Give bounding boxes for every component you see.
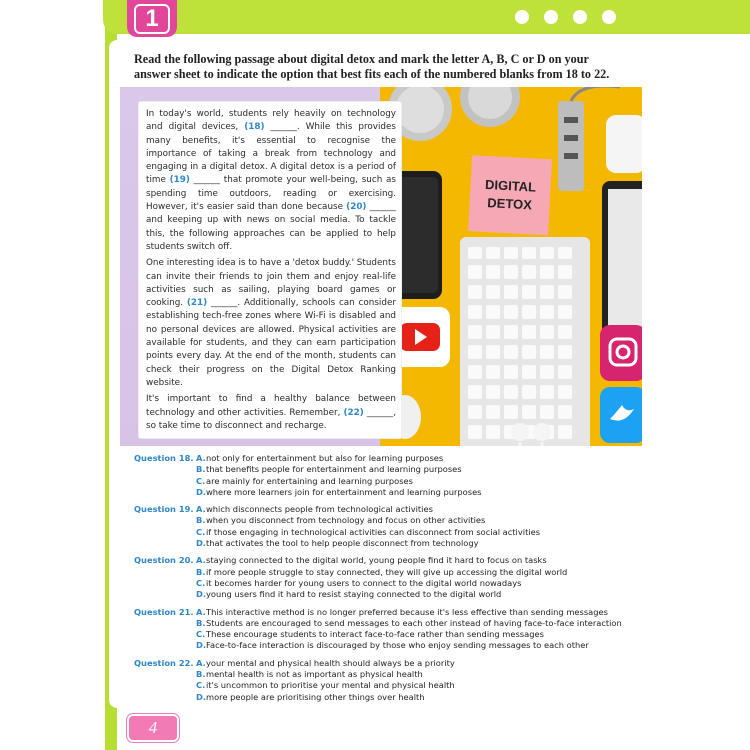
instruction-text: Read the following passage about digital detox and mark the letter A, B, C or D on your answer sheet to indicate the option that best fits each of the numbered blanks from 18 to 22. bbox=[134, 52, 610, 81]
option-d: D. Face-to-face interaction is discouraged by those who enjoy sending messages to each other bbox=[196, 640, 589, 651]
option-a: A. not only for entertainment but also for learning purposes bbox=[196, 453, 444, 463]
question-18 bbox=[134, 453, 624, 498]
option-a: A. your mental and physical health should always be a priority bbox=[196, 657, 455, 668]
passage-paragraph-3: It's important to find a healthy balance between technology and other activities. Remember, (22) ______, so take time to disconnect and recharge. bbox=[146, 394, 397, 431]
question-21 bbox=[134, 607, 624, 652]
question-label: Question 22. bbox=[134, 657, 194, 668]
question-22 bbox=[134, 658, 624, 703]
question-20 bbox=[134, 555, 624, 600]
option-d: D. where more learners join for entertainment and learning purposes bbox=[196, 486, 482, 497]
dot-icon bbox=[515, 10, 529, 24]
page-margin bbox=[109, 40, 117, 708]
option-d: D. young users find it hard to resist staying connected to the digital world bbox=[196, 589, 502, 600]
blank-18: (18) bbox=[244, 122, 265, 133]
blank-20: (20) bbox=[346, 202, 367, 213]
passage-paragraph-2: One interesting idea is to have a 'detox buddy.' Students can invite their friends to join them and enjoy real-life activities such as sailing, playing board games or cooking. (21) ______. Additionally, schools can consider establishing tech-free zones where Wi-Fi is disabled and no personal devices are allowed. Physical activities are available for students, and they can earn participation points every day. At the end of the month, students can check their progress on the Digital Detox Ranking website. bbox=[146, 258, 396, 388]
desk-photo bbox=[380, 87, 642, 446]
sticky-note-line1: DIGITAL bbox=[484, 176, 537, 195]
option-b: B. Students are encouraged to send messages to each other instead of having face-to-face interaction bbox=[196, 617, 622, 628]
twitter-icon bbox=[600, 387, 642, 443]
option-d: D. more people are prioritising other things over health bbox=[196, 691, 425, 702]
sticky-note-line2: DETOX bbox=[487, 195, 533, 213]
option-c: C. are mainly for entertaining and learning purposes bbox=[196, 475, 413, 486]
header-bar bbox=[103, 0, 750, 34]
header-dots bbox=[515, 10, 616, 24]
page-number: 4 bbox=[127, 714, 179, 742]
question-label: Question 20. bbox=[134, 555, 194, 566]
option-c: C. it becomes harder for young users to connect to the digital world nowadays bbox=[196, 577, 522, 588]
option-a: A. This interactive method is no longer preferred because it's less effective than sending messages bbox=[196, 606, 608, 617]
option-c: C. it's uncommon to prioritise your mental and physical health bbox=[196, 680, 455, 691]
dot-icon bbox=[573, 10, 587, 24]
question-label: Question 21. bbox=[134, 606, 194, 617]
instagram-icon bbox=[600, 325, 642, 381]
dot-icon bbox=[544, 10, 558, 24]
chapter-badge bbox=[127, 0, 177, 37]
option-a: A. which disconnects people from technological activities bbox=[196, 504, 433, 515]
questions-list bbox=[134, 453, 624, 709]
option-b: B. if more people struggle to stay connected, they will give up accessing the digital world bbox=[196, 566, 568, 577]
option-d: D. that activates the tool to help people disconnect from technology bbox=[196, 538, 479, 549]
blank-22: (22) bbox=[343, 407, 364, 418]
option-b: B. mental health is not as important as physical health bbox=[196, 669, 423, 680]
question-label: Question 19. bbox=[134, 504, 194, 515]
blank-21: (21) bbox=[186, 298, 208, 309]
passage-text bbox=[146, 108, 396, 436]
option-b: B. when you disconnect from technology and focus on other activities bbox=[196, 515, 486, 526]
chapter-number: 1 bbox=[134, 4, 170, 34]
digital-detox-photo bbox=[380, 87, 642, 446]
option-c: C. These encourage students to interact face-to-face rather than sending messages bbox=[196, 629, 544, 640]
option-a: A. staying connected to the digital world, young people find it hard to focus on tasks bbox=[196, 555, 547, 566]
question-19 bbox=[134, 504, 624, 549]
question-label: Question 18. bbox=[134, 453, 194, 463]
usb-hub-icon bbox=[558, 101, 584, 191]
option-b: B. that benefits people for entertainment and learning purposes bbox=[196, 464, 462, 475]
earbuds-case-icon bbox=[606, 115, 642, 173]
dot-icon bbox=[602, 10, 616, 24]
option-c: C. if those engaging in technological activities can disconnect from social activities bbox=[196, 526, 541, 537]
sticky-note-icon bbox=[468, 155, 552, 235]
passage-paragraph-1: In today's world, students rely heavily on technology and digital devices, (18) ______. While this provides many benefits, it's essential to recognise the importance of taking a break from technology and engaging in a digital detox. A digital detox is a period of time (19) ______ that promote your well-being, such as spending time outdoors, reading or exercising. However, it's easier said than done because (20) ______ and keeping up with news on social media. To tackle this, the following approaches can be applied to help students switch off. bbox=[146, 109, 397, 252]
blank-19: (19) bbox=[169, 175, 190, 186]
